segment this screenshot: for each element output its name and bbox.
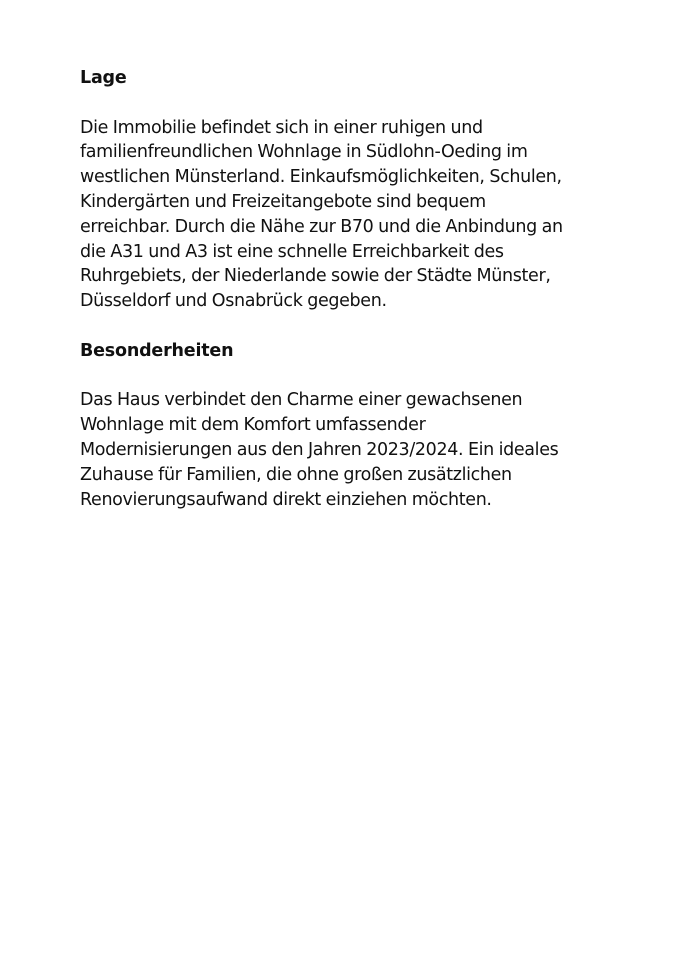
text-line: Wohnlage mit dem Komfort umfassender [80, 415, 426, 436]
section-heading-lage: Lage [80, 68, 127, 88]
text-line: Renovierungsaufwand direkt einziehen möchten. [80, 489, 492, 510]
text-line: westlichen Münsterland. Einkaufsmöglichkeiten, Schulen, [80, 167, 562, 188]
text-line: Das Haus verbindet den Charme einer gewachsenen [80, 390, 523, 411]
document-page [80, 66, 600, 512]
paragraph-lage [80, 116, 600, 314]
text-line: familienfreundlichen Wohnlage in Südlohn-Oeding im [80, 142, 528, 163]
text-line: Ruhrgebiets, der Niederlande sowie der Städte Münster, [80, 266, 551, 287]
text-line: Modernisierungen aus den Jahren 2023/2024. Ein ideales [80, 439, 559, 460]
text-line: Düsseldorf und Osnabrück gegeben. [80, 291, 387, 312]
paragraph-besonderheiten [80, 388, 600, 512]
text-line: Die Immobilie befindet sich in einer ruhigen und [80, 117, 483, 138]
text-line: die A31 und A3 ist eine schnelle Erreichbarkeit des [80, 241, 504, 262]
spacer [80, 314, 600, 339]
text-line: Kindergärten und Freizeitangebote sind bequem [80, 191, 486, 212]
text-line: erreichbar. Durch die Nähe zur B70 und die Anbindung an [80, 216, 563, 237]
section-heading-besonderheiten: Besonderheiten [80, 340, 234, 361]
text-line: Zuhause für Familien, die ohne großen zusätzlichen [80, 464, 512, 485]
spacer [80, 91, 600, 116]
spacer [80, 364, 600, 389]
